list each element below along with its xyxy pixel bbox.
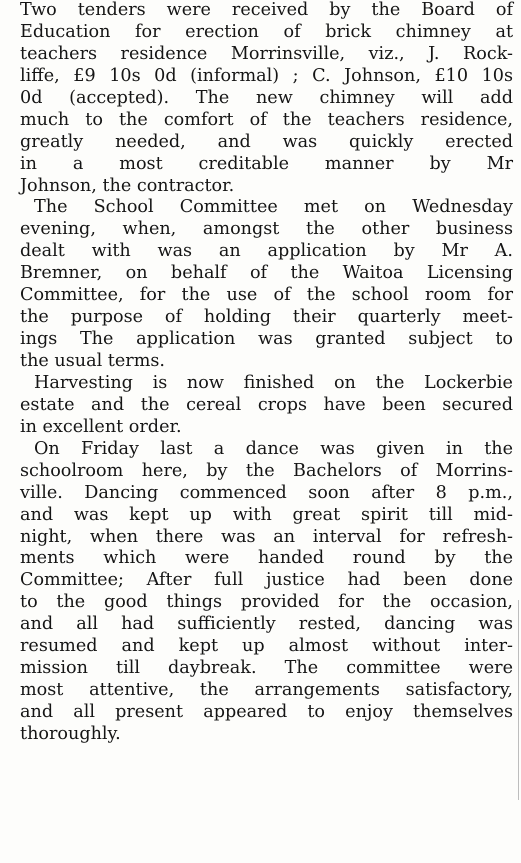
- text-line: mission till daybreak. The committee were: [20, 658, 513, 679]
- text-line: Bremner, on behalf of the Waitoa Licensing: [20, 263, 513, 284]
- text-line: and all had sufficiently rested, dancing was: [20, 614, 513, 635]
- text-line: Education for erection of brick chimney at: [20, 21, 514, 42]
- text-line: greatly needed, and was quickly erected: [20, 131, 514, 152]
- text-line: liffe, £9 10s 0d (informal) ; C. Johnson, £10 10s: [20, 65, 514, 86]
- text-line: the purpose of holding their quarterly meet-: [20, 307, 513, 328]
- text-line: most attentive, the arrangements satisfactory,: [20, 680, 513, 701]
- text-line: and all present appeared to enjoy themselves: [20, 702, 514, 722]
- text-line: estate and the cereal crops have been secured: [20, 394, 513, 415]
- text-line: On Friday last a dance was given in the: [34, 438, 514, 459]
- text-line: Harvesting is now finished on the Lockerbie: [34, 372, 513, 393]
- text-line: Johnson, the contractor.: [20, 175, 235, 196]
- column-rule-divider: [518, 600, 519, 800]
- text-line: night, when there was an interval for refresh-: [20, 526, 513, 547]
- text-line: the usual terms.: [20, 351, 166, 371]
- text-line: much to the comfort of the teachers residence,: [20, 109, 514, 130]
- paragraph-chimney-tenders: [20, 0, 515, 197]
- text-line: resumed and kept up almost without inter-: [20, 636, 514, 657]
- text-line: teachers residence Morrinsville, viz., J. Rock-: [20, 43, 513, 64]
- text-line: ville. Dancing commenced soon after 8 p.m.,: [20, 482, 513, 503]
- text-line: The School Committee met on Wednesday: [34, 197, 513, 218]
- text-line: thoroughly.: [20, 723, 121, 744]
- paragraph-school-committee: [20, 197, 515, 373]
- text-line: Committee; After full justice had been done: [20, 570, 513, 591]
- text-line: Committee, for the use of the school room for: [20, 285, 513, 306]
- text-line: ments which were handed round by the: [20, 548, 514, 569]
- paragraph-harvesting: [20, 373, 515, 439]
- article-column: [20, 0, 515, 746]
- text-line: in excellent order.: [20, 416, 182, 437]
- text-line: evening, when, amongst the other business: [20, 219, 513, 240]
- paragraph-dance: [20, 439, 515, 746]
- text-line: ings The application was granted subject to: [20, 329, 514, 350]
- text-line: to the good things provided for the occasion,: [20, 592, 514, 613]
- text-line: 0d (accepted). The new chimney will add: [20, 87, 514, 108]
- text-line: dealt with was an application by Mr A.: [20, 241, 513, 262]
- text-line: Two tenders were received by the Board of: [20, 0, 513, 20]
- text-line: in a most creditable manner by Mr: [20, 153, 514, 174]
- text-line: and was kept up with great spirit till mid-: [20, 504, 513, 525]
- text-line: schoolroom here, by the Bachelors of Morrins-: [20, 460, 513, 481]
